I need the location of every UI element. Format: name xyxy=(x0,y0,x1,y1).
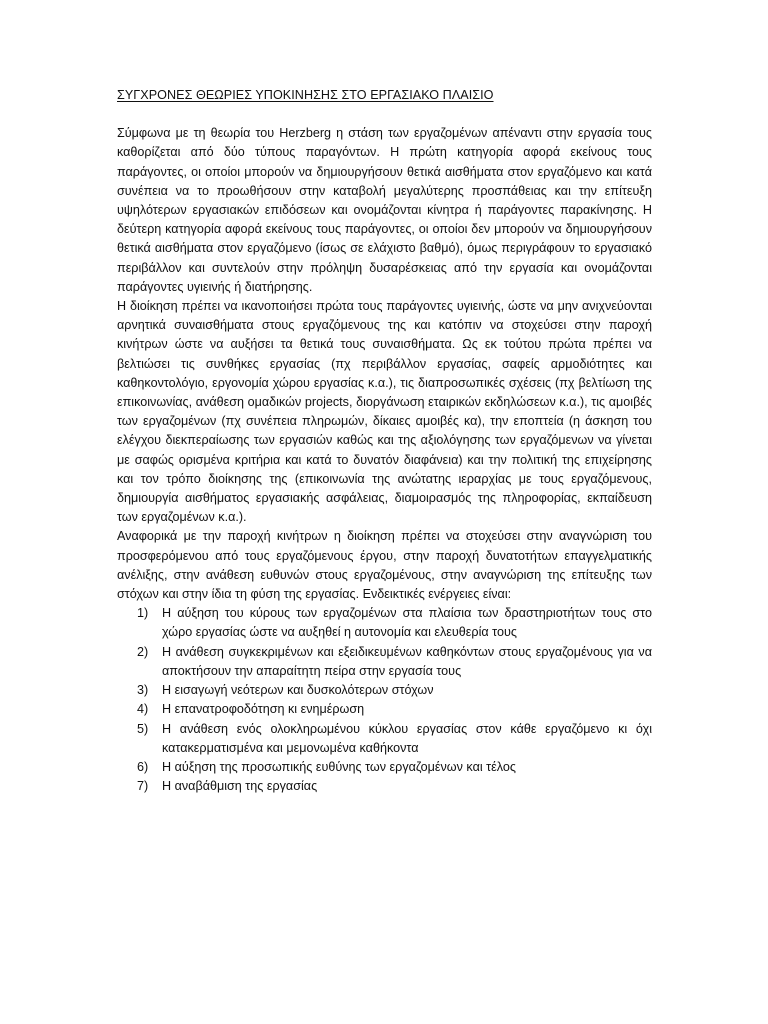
list-item-text: Η ανάθεση ενός ολοκληρωμένου κύκλου εργασίας στον κάθε εργαζόμενο κι όχι κατακερματισμένα και μεμονωμένα καθήκοντα xyxy=(162,721,652,755)
list-item-number: 4) xyxy=(137,702,149,717)
list-item-number: 7) xyxy=(137,779,149,794)
paragraph-motivation-incentives: Αναφορικά με την παροχή κινήτρων η διοίκηση πρέπει να στοχεύσει στην αναγνώριση του προσφερόμενου από τους εργαζόμενους έργου, στην παροχή δυνατοτήτων επαγγελματικής ανέλιξης, στην ανάθεση ευθυνών στους εργαζομένους, στην αναγνώριση της επίτευξης των στόχων και στην ίδια τη φύση της εργασίας. Ενδεικτικές ενέργειες είναι: xyxy=(117,529,652,602)
paragraph-herzberg-theory: Σύμφωνα με τη θεωρία του Herzberg η στάση των εργαζομένων απέναντι στην εργασία τους καθορίζεται από δύο τύπους παραγόντων. Η πρώτη κατηγορία αφορά εκείνους τους παράγοντες, οι οποίοι μπορούν να δημιουργήσουν θετικά αισθήματα στον εργαζόμενο και κατά συνέπεια να το προωθήσουν στην καταβολή μεγαλύτερης προσπάθειας και την επίτευξη υψηλότερων εργασιακών επιδόσεων και ονομάζονται κίνητρα ή παράγοντες παρακίνησης. Η δεύτερη κατηγορία αφορά εκείνους τους παράγοντες, οι οποίοι δεν μπορούν να δημιουργήσουν θετικά αισθήματα στον εργαζόμενο (ίσως σε ελάχιστο βαθμό), όμως περιγράφουν το εργασιακό περιβάλλον και συντελούν στην πρόληψη δυσαρέσκειας από την εργασία και ονομάζονται παράγοντες υγιεινής ή διατήρησης. xyxy=(117,126,652,294)
list-item xyxy=(137,700,652,719)
list-item xyxy=(137,777,652,796)
list-item-text: Η αύξηση της προσωπικής ευθύνης των εργαζομένων και τέλος xyxy=(162,759,516,774)
actions-list xyxy=(117,604,652,796)
list-item xyxy=(137,681,652,700)
list-item-number: 6) xyxy=(137,759,149,774)
list-item-number: 1) xyxy=(137,606,149,621)
list-item xyxy=(137,643,652,681)
list-item-text: Η αύξηση του κύρους των εργαζομένων στα πλαίσια των δραστηριοτήτων τους στο χώρο εργασίας ώστε να αυξηθεί η αυτονομία και ελευθερία τους xyxy=(162,606,652,640)
document-body xyxy=(117,86,652,796)
document-title: ΣΥΓΧΡΟΝΕΣ ΘΕΩΡΙΕΣ ΥΠΟΚΙΝΗΣΗΣ ΣΤΟ ΕΡΓΑΣΙΑΚΟ ΠΛΑΙΣΙΟ xyxy=(117,88,494,102)
list-item-text: Η εισαγωγή νεότερων και δυσκολότερων στόχων xyxy=(162,683,434,698)
list-item-text: Η επανατροφοδότηση κι ενημέρωση xyxy=(162,702,365,717)
list-item-text: Η ανάθεση συγκεκριμένων και εξειδικευμένων καθηκόντων στους εργαζομένους για να αποκτήσουν την απαραίτητη πείρα στην εργασία τους xyxy=(162,644,652,678)
list-item xyxy=(137,604,652,642)
list-item xyxy=(137,720,652,758)
paragraph-hygiene-factors: Η διοίκηση πρέπει να ικανοποιήσει πρώτα τους παράγοντες υγιεινής, ώστε να μην ανιχνεύονται αρνητικά συναισθήματα στους εργαζόμενους της και κατόπιν να στοχεύσει στην παροχή κινήτρων ώστε να αυξήσει τα θετικά τους συναισθήματα. Ως εκ τούτου πρώτα πρέπει να βελτιώσει τις συνθήκες εργασίας (πχ περιβάλλον εργασίας, σαφείς αρμοδιότητες και καθηκοντολόγιο, εργονομία χώρου εργασίας κ.α.), τις διαπροσωπικές σχέσεις (πχ βελτίωση της επικοινωνίας, ανάθεση ομαδικών projects, διοργάνωση εταιρικών εκδηλώσεων κ.α.), τις αμοιβές των εργαζομένων (πχ συνέπεια πληρωμών, δίκαιες αμοιβές κα), την εποπτεία (η άσκηση του ελέγχου διεκπεραίωσης των εργασιών καθώς και της αξιολόγησης των εργαζόμενων να γίνεται με σαφώς ορισμένα κριτήρια και κατά το δυνατόν διαφάνεια) και την πολιτική της επιχείρησης και τον τρόπο διοίκησης της (επικοινωνία της ανώτατης ιεραρχίας με τους εργαζόμενους, δημιουργία αισθήματος εργασιακής ασφάλειας, διαμοιρασμός της πληροφορίας, εκπαίδευση των εργαζομένων κ.α.). xyxy=(117,299,652,525)
list-item-number: 2) xyxy=(137,644,149,659)
list-item-number: 3) xyxy=(137,683,149,698)
list-item xyxy=(137,758,652,777)
list-item-number: 5) xyxy=(137,721,149,736)
list-item-text: Η αναβάθμιση της εργασίας xyxy=(162,779,318,794)
